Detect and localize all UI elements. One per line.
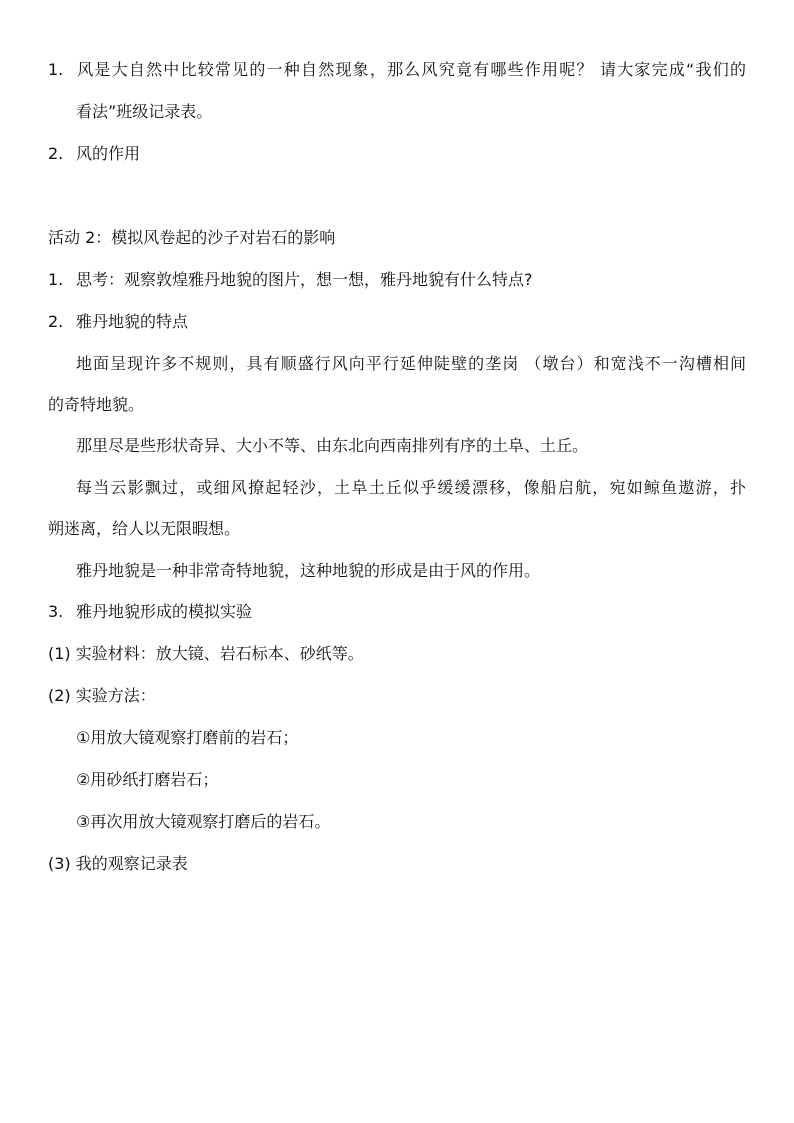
question3-text: 雅丹地貌形成的模拟实验 [76, 602, 253, 621]
paragraph3-line1: 每当云影飘过，或细风撩起轻沙，土阜土丘似乎缓缓漂移，像船启航，宛如鲸鱼遨游，扑 [76, 478, 746, 497]
activity2-title: 活动 2：模拟风卷起的沙子对岩石的影响 [48, 228, 336, 247]
item2-text: 风的作用 [76, 144, 141, 163]
item2 [48, 142, 746, 166]
sub-item-record-table: (3) 我的观察记录表 [48, 854, 188, 873]
question2 [48, 310, 746, 334]
item1-line1 [48, 58, 746, 82]
question1 [48, 268, 746, 292]
item1-text-line2: 看法”班级记录表。 [76, 102, 213, 121]
question1-text: 思考：观察敦煌雅丹地貌的图片，想一想，雅丹地貌有什么特点? [76, 270, 533, 289]
paragraph1-line2: 的奇特地貌。 [48, 395, 145, 414]
method-step2: ②用砂纸打磨岩石； [76, 770, 219, 789]
paragraph4: 雅丹地貌是一种非常奇特地貌，这种地貌的形成是由于风的作用。 [76, 561, 541, 580]
method-step1: ①用放大镜观察打磨前的岩石； [76, 728, 299, 747]
question3 [48, 600, 746, 624]
paragraph1-line1: 地面呈现许多不规则，具有顺盛行风向平行延伸陡壁的垄岗 （墩台）和宽浅不一沟槽相间 [76, 354, 746, 373]
item2-number: 2. [48, 144, 64, 163]
item1-text-line1: 风是大自然中比较常见的一种自然现象，那么风究竟有哪些作用呢？ 请大家完成“我们的 [76, 60, 746, 79]
question2-number: 2. [48, 312, 64, 331]
question3-number: 3. [48, 602, 64, 621]
question1-number: 1. [48, 270, 64, 289]
paragraph3-line2: 朔迷离，给人以无限暇想。 [48, 519, 241, 538]
method-step3: ③再次用放大镜观察打磨后的岩石。 [76, 812, 331, 831]
paragraph2: 那里尽是些形状奇异、大小不等、由东北向西南排列有序的土阜、土丘。 [76, 436, 589, 455]
question2-text: 雅丹地貌的特点 [76, 312, 189, 331]
sub-item-method: (2) 实验方法： [48, 686, 156, 705]
item1-number: 1. [48, 60, 64, 79]
sub-item-materials: (1) 实验材料：放大镜、岩石标本、砂纸等。 [48, 644, 364, 663]
